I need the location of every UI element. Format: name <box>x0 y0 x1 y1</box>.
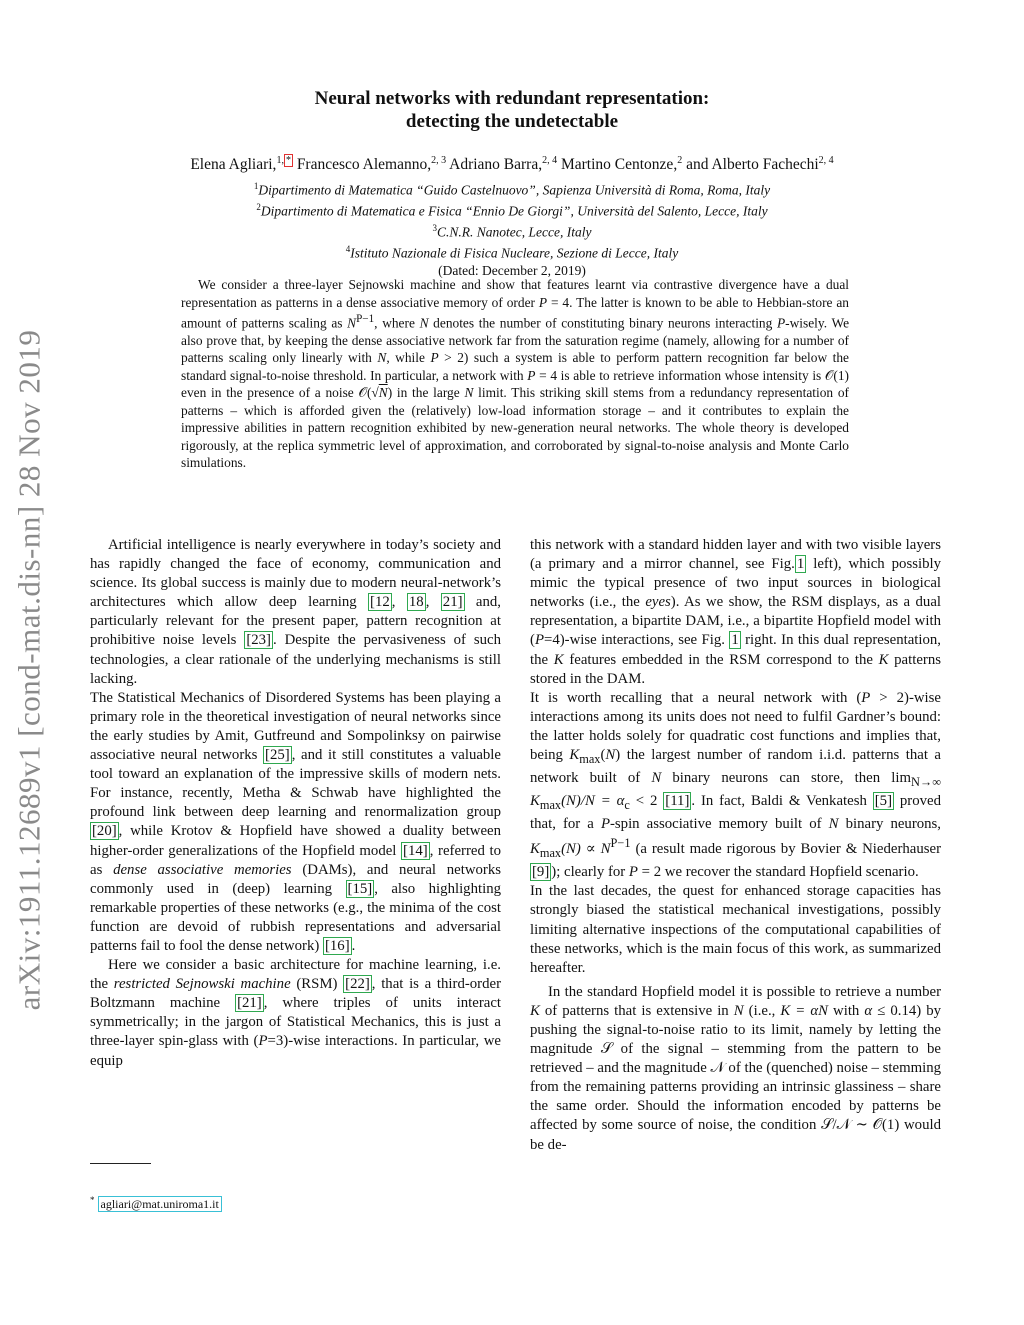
citation-link[interactable]: [23] <box>246 632 271 649</box>
author-affil-sup: 2, 4 <box>542 155 558 166</box>
paragraph-architecture: Here we consider a basic architecture for machine learning, i.e. the restricted Sejnowski machine (RSM) [22] , that is a third-order Boltzmann machine [21] , where triples of units interact symmetrically; in the jargon of Statistical Mechanics, this is just a three-layer spin-glass with (P=3)-wise interactions. In particular, we equip <box>90 957 502 1069</box>
figure-link[interactable]: 1 <box>796 556 805 573</box>
paragraph-dual-representation: this network with a standard hidden layer and with two visible layers (a primary and a mirror channel, see Fig. 1 left), which possibly mimic the typical presence of two input sources in biological networks (i.e., the eyes). As we show, the RSM displays, as a dual representation, a bipartite DAM, i.e., a bipartite Hopfield model with (P=4)-wise interactions, see Fig. 1 right. In this dual representation, the K features embedded in the RSM correspond to the K patterns stored in the DAM. <box>530 537 942 687</box>
citation-link[interactable]: [11] <box>665 793 690 810</box>
footnote-mark: * <box>90 1195 95 1205</box>
body-column-right <box>530 536 941 1155</box>
paragraph-last-decades: In the last decades, the quest for enhanced storage capacities has strongly biased the statistical mechanical investigations, possibly limiting alternative inspections of the computational capabilities of these networks, which is the main focus of this work, as summarized hereafter. <box>530 883 941 976</box>
author-affil-sup: 2, 4 <box>818 155 834 166</box>
paragraph-hopfield: In the standard Hopfield model it is possible to retrieve a number K of patterns that is extensive in N (i.e., K = αN with α ≤ 0.14) by pushing the signal-to-noise ratio to its limit, namely by letting the magnitude 𝒮 of the signal – stemming from the pattern to be retrieved – and the magnitude 𝒩 of the (quenched) noise – stemming from the remaining patterns providing an intrinsic glassiness – share the same order. Should the information encoded by patterns be affected by some source of noise, the condition 𝒮/𝒩 ∼ 𝒪(1) would be de- <box>530 983 942 1153</box>
title-line-2: detecting the undetectable <box>405 111 619 132</box>
citation-link[interactable]: [21] <box>237 995 262 1012</box>
citation-link[interactable]: [20] <box>92 823 117 840</box>
arxiv-stamp-text: arXiv:1911.12689v1 [cond-mat.dis-nn] 28 Nov 2019 <box>11 329 46 1011</box>
citation-link[interactable]: 18 <box>408 594 424 611</box>
paragraph-intro: Artificial intelligence is nearly everywhere in today’s society and has rapidly changed the face of economy, communication and science. Its global success is mainly due to modern neural-network’s architectures which allow deep learning [12 , 18 , 21] and, particularly relevant for the present paper, pattern recognition at prohibitive noise levels [23] . Despite the pervasiveness of such technologies, a clear rationale of the underlying mechanisms is still lacking. <box>90 537 501 687</box>
arxiv-identifier-stamp <box>3 290 55 1050</box>
author-name: Adriano Barra, <box>446 156 543 174</box>
paragraph-gardner-bound: It is worth recalling that a neural network with (P > 2)-wise interactions among its units does not need to fulfil Gardner’s bound: the latter holds solely for quadratic cost functions and implies that, being $K_{max}(N)$ the largest number of random i.i.d. patterns that a network built of N binary neurons can store, then $\lim_{N\to\infty} K_{max}(N)/N = \alpha_c < 2$ [11] . In fact, Baldi & Venkatesh [5] proved that, for a P-spin associative memory built of N binary neurons, $K_{max}(N) \propto N^{P-1}$ (a result made rigorous by Bovier & Niederhauser [9] ); clearly for P = 2 we recover the standard Hopfield scenario. <box>530 689 942 881</box>
citation-link[interactable]: [22] <box>345 976 370 993</box>
footnote <box>90 1192 222 1212</box>
citation-link[interactable]: [25] <box>265 747 290 764</box>
affiliation-4: $^4$Istituto Nazionale di Fisica Nucleare, Sezione di Lecce, Italy <box>345 244 679 261</box>
paragraph-statmech: The Statistical Mechanics of Disordered Systems has been playing a primary role in the theoretical investigation of neural networks since the early studies by Amit, Gutfreund and Sompolinksy on pairwise associative neural networks [25] , and it still constitutes a valuable tool toward an explanation of the impressive skills of modern nets. For instance, recently, Metha & Schwab have highlighted the profound link between deep learning and renormalization group [20] , while Krotov & Hopfield have showed a duality between higher-order generalizations of the Hopfield model [14] , referred to as dense associative memories (DAMs), and neural networks commonly used in (deep) learning [15] , also highlighting remarkable properties of these networks (e.g., the minima of the cost function are devoid of rubbish representations and adversarial patterns fail to fool the dense network) [16] . <box>90 689 502 954</box>
title-line-1: Neural networks with redundant representation: <box>314 88 710 109</box>
author-affil-sup: 2, 3 <box>431 155 447 166</box>
footnote-rule <box>90 1163 151 1164</box>
footnote-link[interactable]: * <box>285 155 291 166</box>
citation-link[interactable]: [12 <box>370 594 390 611</box>
author-name: Francesco Alemanno, <box>292 156 432 174</box>
body-column-left <box>90 536 501 1071</box>
affiliations <box>0 178 1024 280</box>
dated-line: (Dated: December 2, 2019) <box>438 263 586 279</box>
author-name: Elena Agliari, <box>190 156 277 174</box>
citation-link[interactable]: [15] <box>347 880 373 897</box>
abstract <box>181 276 849 472</box>
email-link[interactable]: agliari@mat.uniroma1.it <box>98 1196 222 1212</box>
paper-title <box>0 87 1024 133</box>
author-affil-sup: 1, * <box>276 155 291 166</box>
abstract-text: We consider a three-layer Sejnowski machine and show that features learnt via contrastive divergence have a dual representation as patterns in a dense associative memory of order P = 4. The latter is known to be able to Hebbian-store an amount of patterns scaling as $N^{P-1}$, where N denotes the number of constituting binary neurons interacting P-wisely. We also prove that, by keeping the dense associative network far from the saturation regime (namely, allowing for a number of patterns scaling only linearly with N, while P > 2) such a system is able to perform pattern recognition far below the standard signal-to-noise threshold. In particular, a network with P = 4 is able to retrieve information whose intensity is 𝒪(1) even in the presence of a noise 𝒪(√N) in the large N limit. This striking skill stems from a redundancy representation of patterns – which is afforded given the (relatively) low-load information storage – and it contributes to explain the impressive abilities in pattern recognition exhibited by new-generation neural networks. The whole theory is developed rigorously, at the replica symmetric level of approximation, and corroborated by signal-to-noise analysis and Monte Carlo simulations. <box>181 277 850 471</box>
figure-link[interactable]: 1 <box>731 632 739 649</box>
affiliation-3: $^3$C.N.R. Nanotec, Lecce, Italy <box>432 223 592 240</box>
author-name: Martino Centonze, <box>557 156 678 174</box>
affiliation-1: $^1$Dipartimento di Matematica “Guido Castelnuovo”, Sapienza Università di Roma, Roma, Italy <box>253 181 771 198</box>
citation-link[interactable]: [14] <box>403 842 428 859</box>
citation-link[interactable]: [9] <box>532 864 550 881</box>
citation-link[interactable]: 21] <box>442 594 463 611</box>
citation-link[interactable]: [5] <box>874 793 893 810</box>
author-list <box>0 151 1024 175</box>
citation-link[interactable]: [16] <box>324 937 350 954</box>
author-name: and Alberto Fachechi <box>682 156 819 174</box>
affiliation-2: $^2$Dipartimento di Matematica e Fisica “Ennio De Giorgi”, Università del Salento, Lecce, Italy <box>256 202 768 219</box>
author-affil-sup: 2 <box>677 155 683 166</box>
